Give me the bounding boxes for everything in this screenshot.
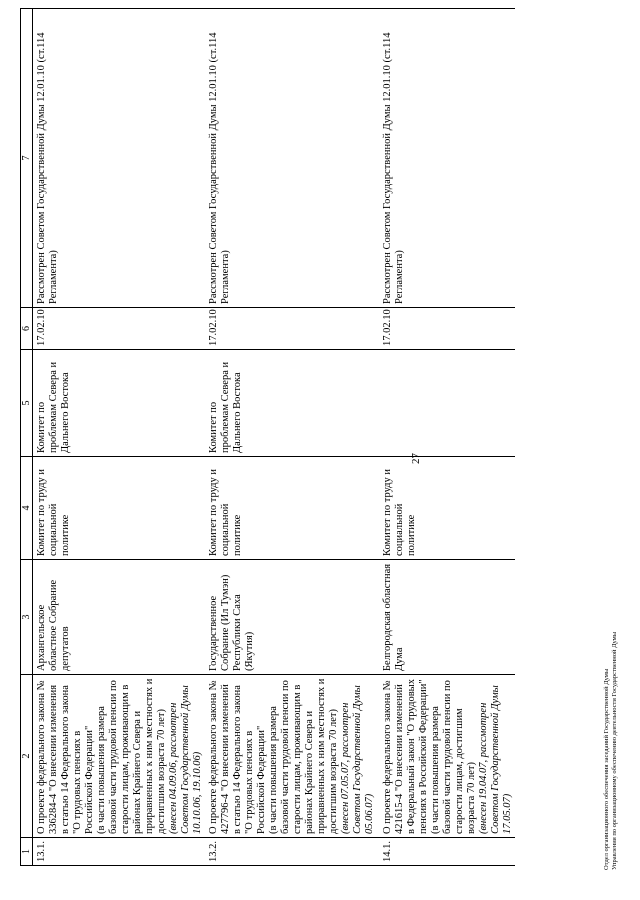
row-number: 13.1. bbox=[33, 838, 206, 866]
footer bbox=[603, 632, 619, 870]
footer-line-1: Отдел организационного обеспечения заседаний Государственной Думы bbox=[603, 668, 610, 870]
table-row bbox=[205, 9, 377, 866]
committee-main: Комитет по труду и социальной политике bbox=[33, 457, 206, 560]
review-status: Рассмотрен Советом Государственной Думы 12.01.10 (ст.114 Регламента) bbox=[377, 9, 515, 308]
header-col-1: 1 bbox=[21, 838, 33, 866]
bill-title: О проекте федерального закона № 427796-4 "О внесении изменений в статью 14 Федерального закона "О трудовых пенсиях в Российской Федерации" bbox=[208, 680, 267, 834]
page-number: 27 bbox=[410, 453, 422, 464]
bill-note: (внесен 19.04.07, рассмотрен Советом Государственной Думы 17.05.07) bbox=[478, 685, 513, 834]
bill-details: (в части повышения размера базовой части трудовой пенсии по старости лицам, проживающим в районах Крайнего Севера и приравненных к ним местностях и достигшим возраста 70 лет) bbox=[268, 678, 339, 834]
bill-description bbox=[33, 675, 206, 838]
committee-co bbox=[377, 350, 515, 457]
table-row bbox=[33, 9, 206, 866]
review-date: 17.02.10 bbox=[377, 308, 515, 350]
table-row bbox=[377, 9, 515, 866]
header-col-5: 5 bbox=[21, 350, 33, 457]
committee-main: Комитет по труду и социальной политике bbox=[205, 457, 377, 560]
bill-description bbox=[205, 675, 377, 838]
review-status: Рассмотрен Советом Государственной Думы 12.01.10 (ст.114 Регламента) bbox=[33, 9, 206, 308]
header-col-3: 3 bbox=[21, 560, 33, 675]
row-number: 13.2. bbox=[205, 838, 377, 866]
bill-note: (внесен 04.09.06, рассмотрен Советом Государственной Думы 10.10.06, 19.10.06) bbox=[168, 685, 203, 834]
agenda-table bbox=[20, 8, 515, 866]
bill-details: (в части повышения размера базовой части трудовой пенсии по старости лицам, достигшим возраста 70 лет) bbox=[430, 680, 477, 834]
header-col-6: 6 bbox=[21, 308, 33, 350]
review-date: 17.02.10 bbox=[33, 308, 206, 350]
review-status: Рассмотрен Советом Государственной Думы 12.01.10 (ст.114 Регламента) bbox=[205, 9, 377, 308]
bill-note: (внесен 07.05.07, рассмотрен Советом Государственной Думы 05.06.07) bbox=[340, 685, 375, 834]
bill-author: Государственное Собрание (Ил Тумэн) Республики Саха (Якутия) bbox=[205, 560, 377, 675]
committee-main: Комитет по труду и социальной политике bbox=[377, 457, 515, 560]
bill-title: О проекте федерального закона № 336284-4 "О внесении изменения в статью 14 Федерального закона "О трудовых пенсиях в Российской Федерации" bbox=[36, 680, 95, 834]
bill-author: Белгородская областная Дума bbox=[377, 560, 515, 675]
header-col-2: 2 bbox=[21, 675, 33, 838]
committee-co: Комитет по проблемам Севера и Дальнего Востока bbox=[205, 350, 377, 457]
header-col-7: 7 bbox=[21, 9, 33, 308]
review-date: 17.02.10 bbox=[205, 308, 377, 350]
bill-details: (в части повышения размера базовой части трудовой пенсии по старости лицам, проживающим в районах Крайнего Севера и приравненных к ним местностях и достигшим возраста 70 лет) bbox=[96, 678, 167, 834]
header-row bbox=[21, 9, 33, 866]
bill-title: О проекте федерального закона № 421615-4 "О внесении изменений в Федеральный закон "О трудовых пенсиях в Российской Федерации" bbox=[382, 679, 429, 834]
committee-co: Комитет по проблемам Севера и Дальнего Востока bbox=[33, 350, 206, 457]
header-col-4: 4 bbox=[21, 457, 33, 560]
bill-author: Архангельское областное Собрание депутатов bbox=[33, 560, 206, 675]
row-number: 14.1. bbox=[377, 838, 515, 866]
footer-line-2: Управления по организационному обеспечению деятельности Государственной Думы bbox=[611, 631, 618, 870]
bill-description bbox=[377, 675, 515, 838]
